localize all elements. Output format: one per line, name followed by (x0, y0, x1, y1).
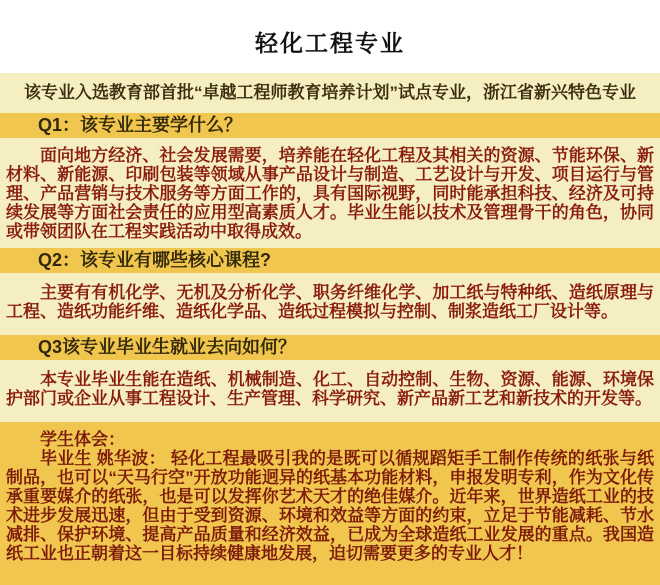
q3-answer: 本专业毕业生能在造纸、机械制造、化工、自动控制、生物、资源、能源、环境保护部门或企业从事工程设计、生产管理、科学研究、新产品新工艺和新技术的开发等。 (0, 360, 660, 422)
testimonial-body: 毕业生 姚华波： 轻化工程最吸引我的是既可以循规蹈矩手工制作传统的纸张与纸制品，也可以“天马行空”开放功能迥异的纸基本功能材料，申报发明专利，作为文化传承重要媒介的纸张，也是可以发挥你艺术天才的绝佳媒介。近年来，世界造纸工业的技术进步发展迅速，但由于受到资源、环境和效益等方面的约束，立足于节能减耗、节水减排、保护环境、提高产品质量和经济效益，已成为全球造纸工业发展的重点。我国造纸工业也正朝着这一目标持续健康地发展，迫切需要更多的专业人才！ (6, 449, 654, 563)
title-area (0, 0, 660, 73)
page-title: 轻化工程专业 (255, 30, 405, 56)
testimonial-heading: 学生体会： (40, 430, 125, 449)
q3-heading: Q3该专业毕业生就业去向如何？ (0, 335, 660, 360)
q1-answer: 面向地方经济、社会发展需要，培养能在轻化工程及其相关的资源、节能环保、新材料、新能源、印刷包装等领域从事产品设计与制造、工艺设计与开发、项目运行与管理、产品营销与技术服务等方面工作的，具有国际视野，同时能承担科技、经济及可持续发展等方面社会责任的应用型高素质人才。毕业生能以技术及管理骨干的角色，协同或带领团队在工程实践活动中取得成效。 (0, 138, 660, 248)
q2-heading: Q2：该专业有哪些核心课程? (0, 248, 660, 273)
q2-answer: 主要有有机化学、无机及分析化学、职务纤维化学、加工纸与特种纸、造纸原理与工程、造纸功能纤维、造纸化学品、造纸过程模拟与控制、制浆造纸工厂设计等。 (0, 273, 660, 335)
q1-heading: Q1：该专业主要学什么？ (0, 113, 660, 138)
intro-banner: 该专业入选教育部首批“卓越工程师教育培养计划”试点专业，浙江省新兴特色专业 (0, 73, 660, 113)
student-testimonial-section (0, 422, 660, 585)
